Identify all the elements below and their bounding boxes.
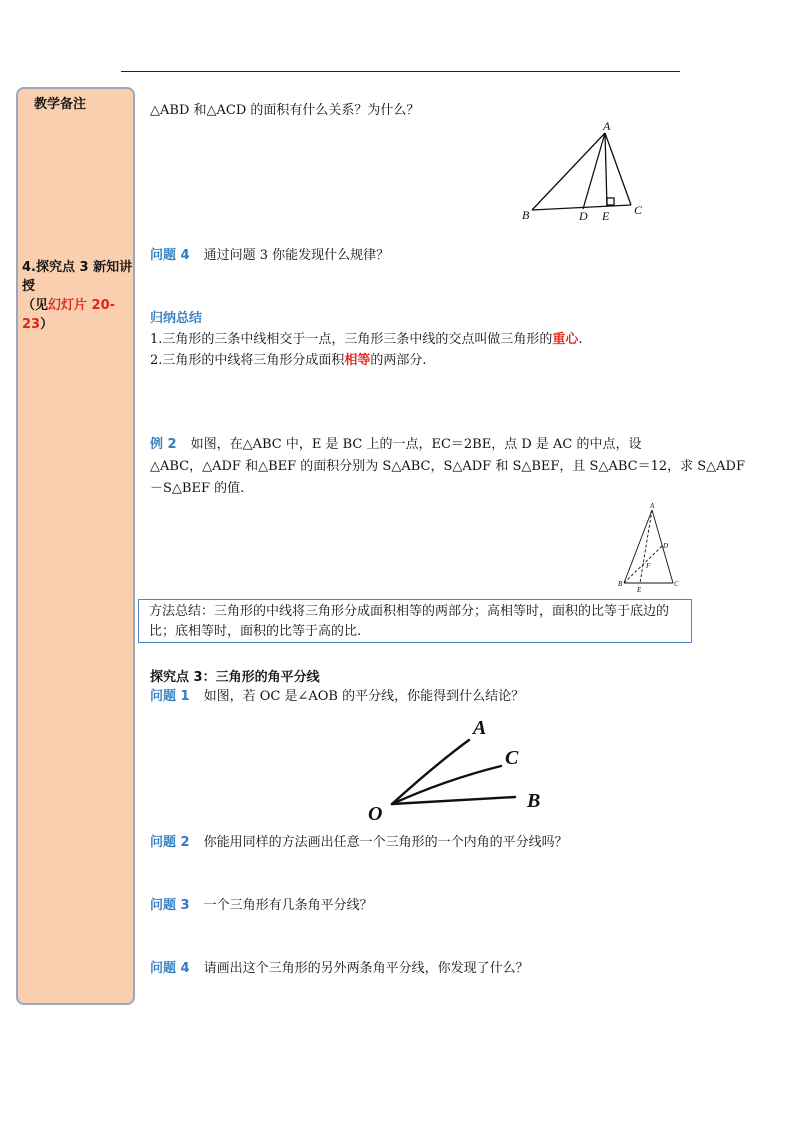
figure-triangle-abc	[515, 118, 650, 223]
sidebar-slide-ref: 幻灯片 20-23	[22, 298, 116, 332]
summary-line2-end: 的两部分.	[370, 353, 427, 368]
fig2-label-e: E	[637, 586, 642, 594]
section3-question2	[150, 832, 568, 853]
method-summary-box: 方法总结：三角形的中线将三角形分成面积相等的两部分；高相等时，面积的比等于底边的比；底相等时，面积的比等于高的比.	[138, 599, 692, 643]
intro-question: △ABD 和△ACD 的面积有什么关系？为什么？	[150, 103, 420, 118]
fig3-label-o: O	[368, 803, 383, 825]
fig1-label-d: D	[579, 209, 588, 223]
fig2-label-c: C	[674, 580, 679, 588]
summary-line2-text: 2.三角形的中线将三角形分成面积	[150, 353, 345, 368]
fig1-label-a: A	[603, 119, 611, 133]
fig1-label-c: C	[634, 203, 643, 217]
fig2-label-a: A	[650, 502, 655, 510]
summary-line2	[150, 350, 427, 371]
fig3-label-c: C	[505, 747, 519, 769]
summary-keyword-centroid: 重心	[552, 332, 579, 347]
question4	[150, 245, 389, 266]
summary-line1-text: 1.三角形的三条中线相交于一点，三角形三条中线的交点叫做三角形的	[150, 332, 553, 347]
fig2-label-f: F	[646, 562, 651, 570]
notes-sidebar	[16, 87, 135, 1005]
section3-q3-text: 一个三角形有几条角平分线？	[203, 898, 373, 913]
fig2-label-d: D	[663, 542, 669, 550]
sidebar-section-pre: （见	[22, 298, 49, 313]
fig3-label-a: A	[473, 717, 487, 739]
sidebar-title: 教学备注	[34, 97, 87, 112]
fig2-label-b: B	[618, 580, 623, 588]
summary-line1	[150, 329, 583, 350]
section3-q3-label: 问题 3	[150, 898, 190, 913]
figure-triangle-example2	[610, 500, 690, 595]
section3-question1	[150, 686, 524, 707]
section3-q1-text: 如图，若 OC 是∠AOB 的平分线，你能得到什么结论？	[203, 689, 525, 704]
question4-label: 问题 4	[150, 248, 190, 263]
summary-title: 归纳总结	[150, 311, 203, 326]
sidebar-section	[22, 258, 134, 334]
section3-q1-label: 问题 1	[150, 689, 190, 704]
example2-line2: △ABC，△ADF 和△BEF 的面积分别为 S△ABC，S△ADF 和 S△BEF，且 S△ABC＝12，求 S△ADF	[150, 459, 745, 474]
section3-question4	[150, 958, 529, 979]
fig1-label-b: B	[522, 208, 530, 222]
example2-label: 例 2	[150, 437, 177, 452]
section3-q4-label: 问题 4	[150, 961, 190, 976]
example2-line3: －S△BEF 的值.	[150, 481, 245, 496]
summary-line1-end: .	[578, 332, 583, 347]
example2-text1: 如图，在△ABC 中，E 是 BC 上的一点，EC＝2BE，点 D 是 AC 的中点，设	[190, 437, 642, 452]
summary-keyword-equal: 相等	[344, 353, 371, 368]
question4-text: 通过问题 3 你能发现什么规律？	[203, 248, 390, 263]
sidebar-section-post: ）	[40, 317, 54, 332]
sidebar-section-title: 4.探究点 3 新知讲授	[22, 260, 133, 294]
section3-q2-text: 你能用同样的方法画出任意一个三角形的一个内角的平分线吗？	[203, 835, 568, 850]
figure-angle-bisector	[365, 710, 555, 825]
section3-q4-text: 请画出这个三角形的另外两条角平分线，你发现了什么？	[203, 961, 529, 976]
fig1-label-e: E	[602, 209, 610, 223]
section3-question3	[150, 895, 373, 916]
section3-heading: 探究点 3：三角形的角平分线	[150, 670, 320, 685]
example2-line1	[150, 434, 642, 455]
section3-q2-label: 问题 2	[150, 835, 190, 850]
fig3-label-b: B	[527, 790, 541, 812]
top-rule	[121, 71, 680, 72]
